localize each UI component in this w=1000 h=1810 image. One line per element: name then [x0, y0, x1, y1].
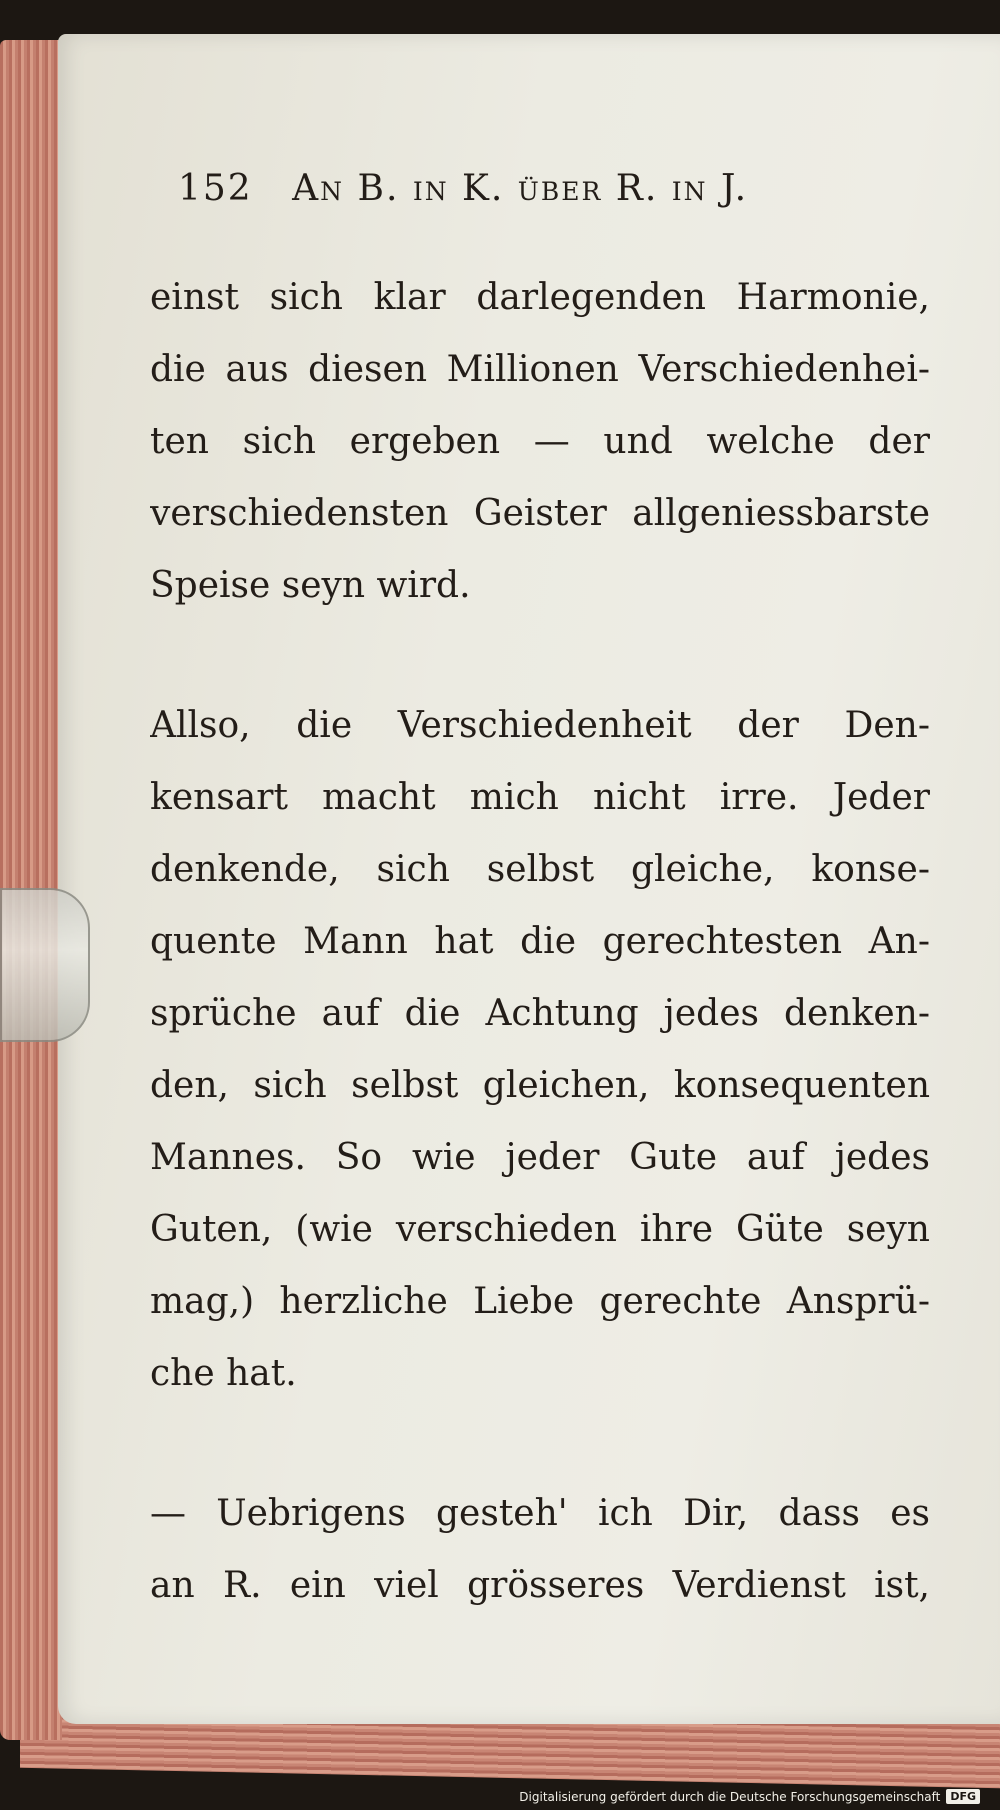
body-text — [150, 262, 930, 1622]
text-line: sprüche auf die Achtung jedes denken- — [150, 993, 930, 1034]
page-number: 152 — [178, 168, 253, 209]
text-line: — Uebrigens gesteh' ich Dir, dass es — [150, 1493, 930, 1534]
bookmark-clip — [0, 888, 90, 1042]
text-line: quente Mann hat die gerechtesten An- — [150, 921, 930, 962]
text-line: an R. ein viel grösseres Verdienst ist, — [150, 1565, 930, 1606]
paragraph-1 — [150, 262, 930, 622]
text-line: Speise seyn wird. — [150, 565, 471, 606]
credit-text: Digitalisierung gefördert durch die Deutsche Forschungsgemeinschaft — [519, 1789, 941, 1804]
dfg-logo: DFG — [946, 1789, 980, 1804]
digitization-credit — [519, 1789, 980, 1804]
text-line: che hat. — [150, 1353, 297, 1394]
text-line: kensart macht mich nicht irre. Jeder — [150, 777, 930, 818]
text-line: denkende, sich selbst gleiche, konse- — [150, 849, 930, 890]
text-line: Guten, (wie verschieden ihre Güte seyn — [150, 1209, 930, 1250]
text-line: einst sich klar darlegenden Harmonie, — [150, 277, 930, 318]
text-line: Allso, die Verschiedenheit der Den- — [150, 705, 930, 746]
text-line: verschiedensten Geister allgeniessbarste — [150, 493, 930, 534]
page-header — [178, 168, 898, 228]
text-line: ten sich ergeben — und welche der — [150, 421, 930, 462]
paragraph-2 — [150, 690, 930, 1410]
text-line: Mannes. So wie jeder Gute auf jedes — [150, 1137, 930, 1178]
paragraph-3 — [150, 1478, 930, 1622]
text-line: die aus diesen Millionen Verschiedenhei- — [150, 349, 930, 390]
running-title: An B. in K. über R. in J. — [292, 168, 749, 209]
text-line: mag,) herzliche Liebe gerechte Ansprü- — [150, 1281, 930, 1322]
text-line: den, sich selbst gleichen, konsequenten — [150, 1065, 930, 1106]
